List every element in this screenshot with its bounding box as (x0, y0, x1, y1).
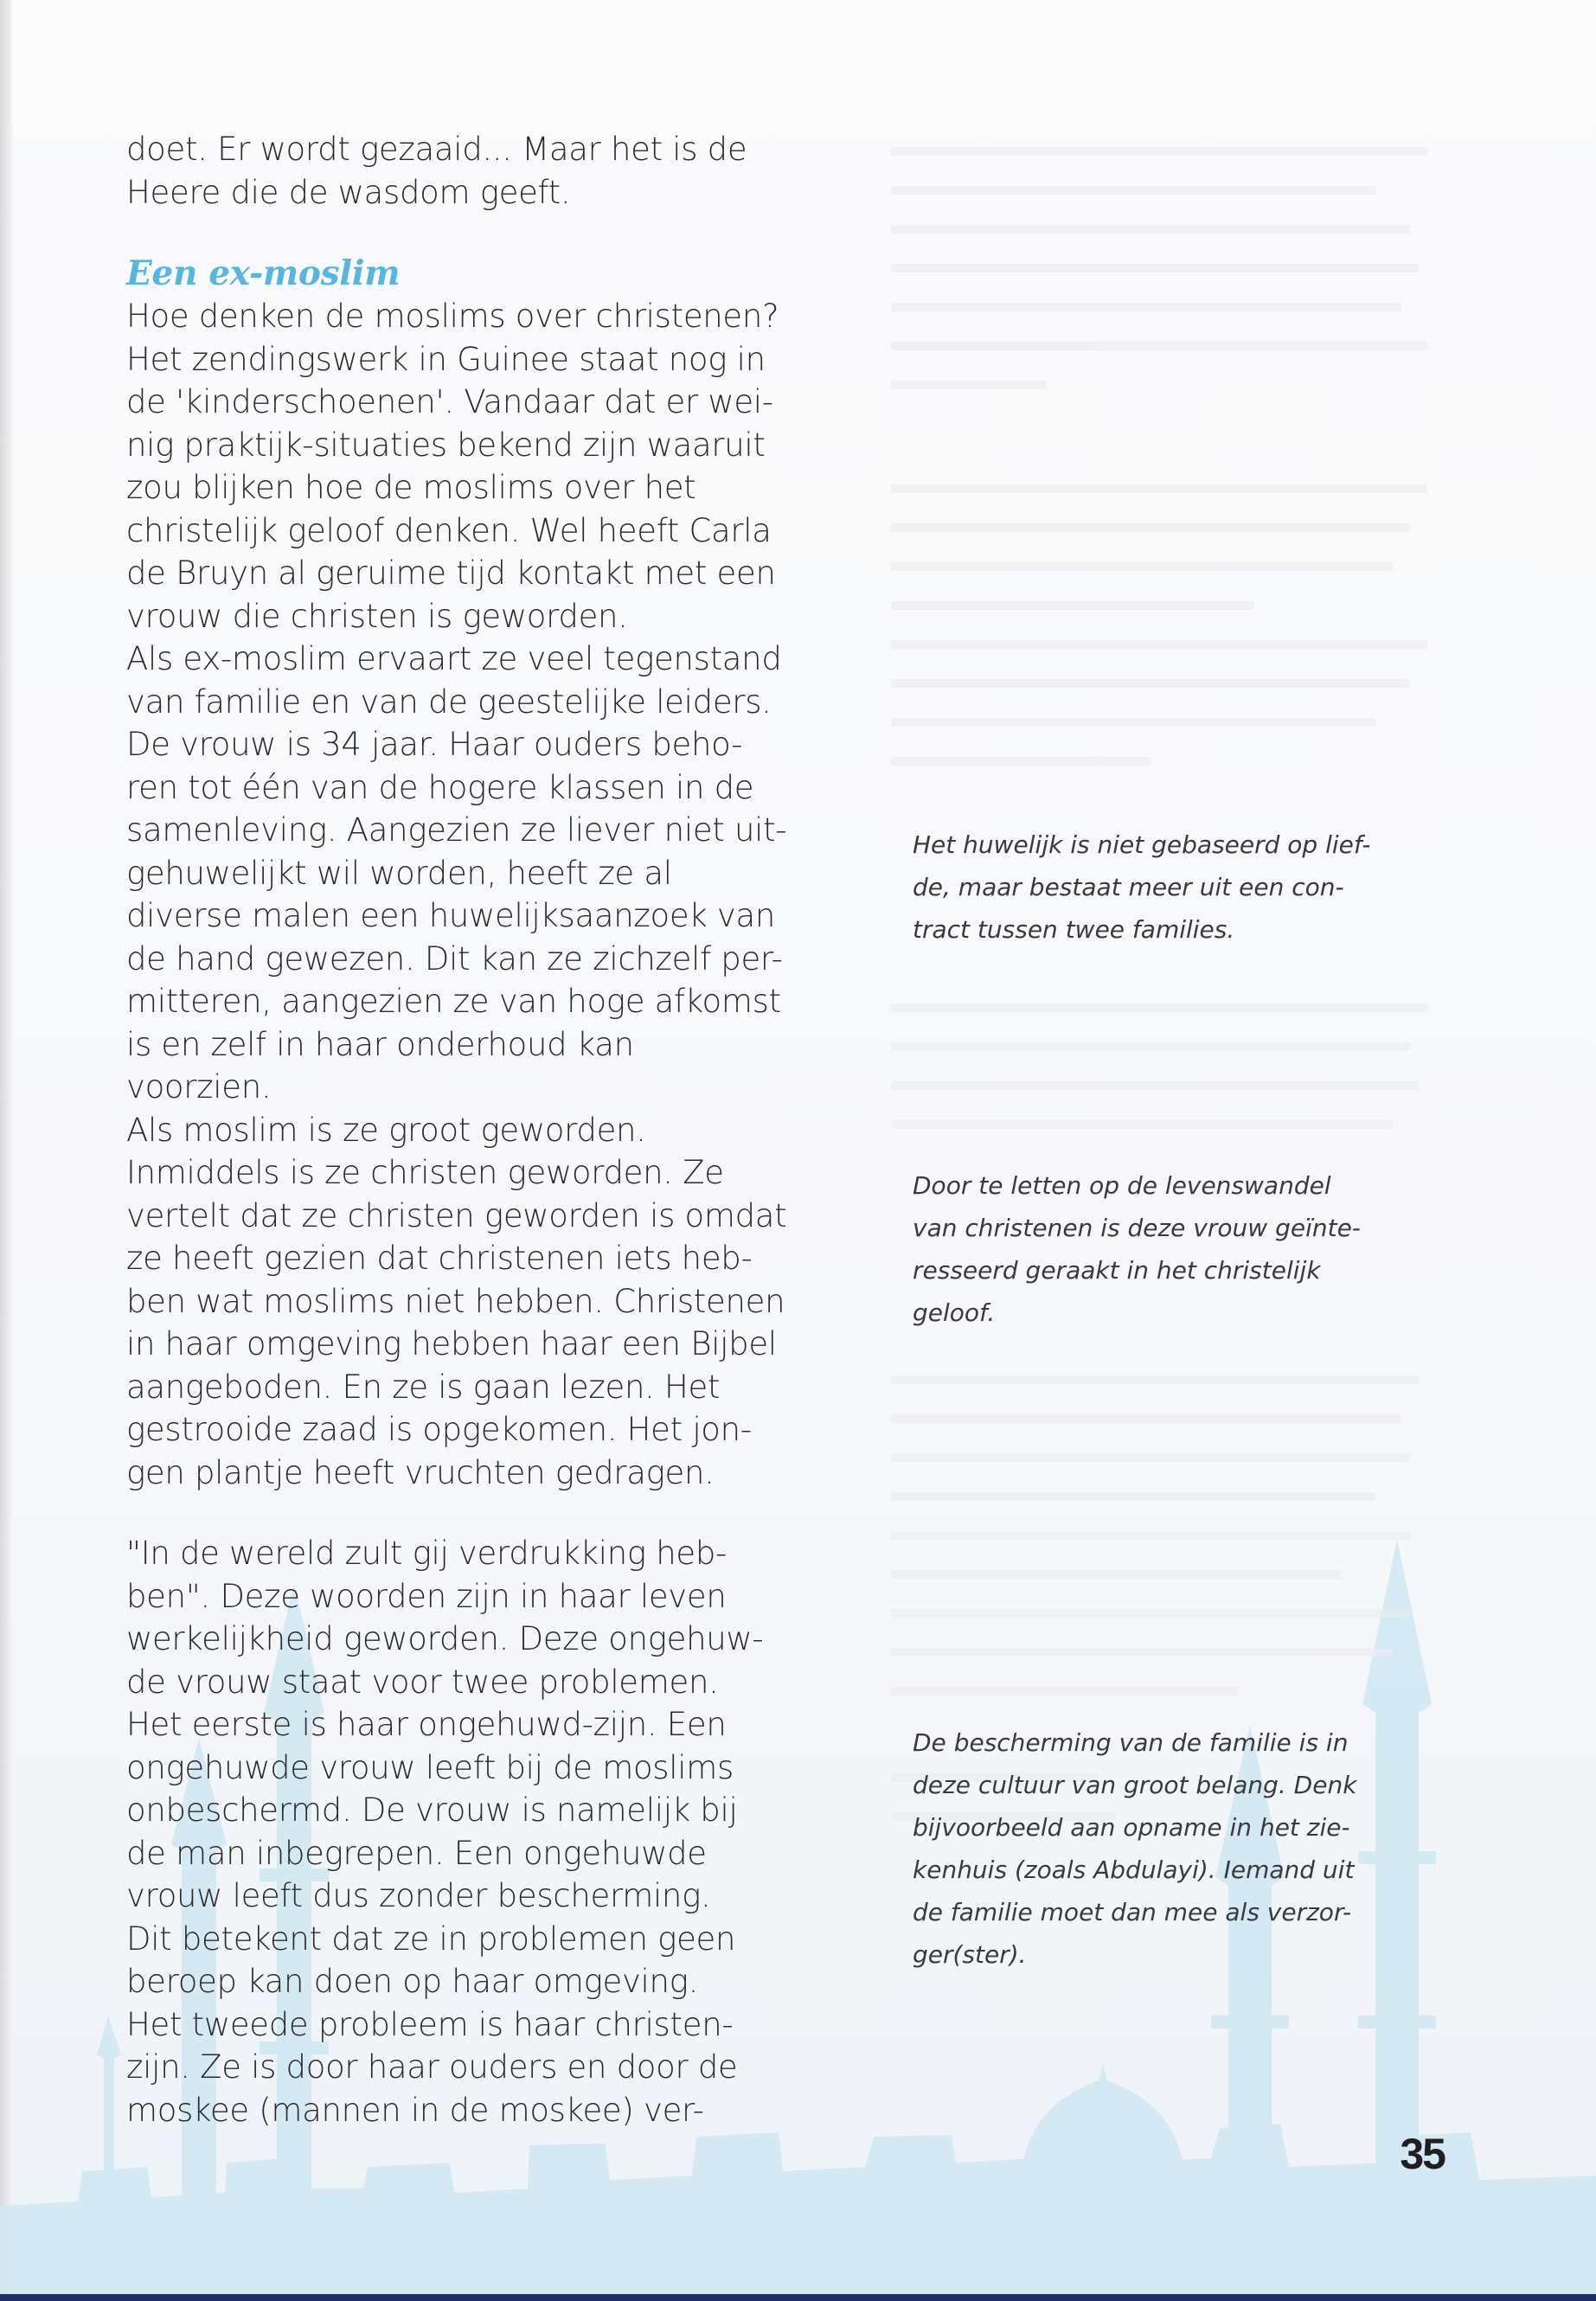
page-number: 35 (1400, 2130, 1445, 2178)
section-heading: Een ex-moslim (126, 253, 401, 293)
sidebar-caption-family-protection: De bescherming van de familie is in deze cultuur van groot belang. Denk bijvoorbeeld aan opname in het zie- kenhuis (zoals Abdulayi). Iemand uit de familie moet dan mee als verzor- ger(ster). (913, 1728, 1357, 1969)
page-bottom-edge (0, 2294, 1596, 2301)
sidebar-caption-marriage: Het huwelijk is niet gebaseerd op lief- de, maar bestaat meer uit een con- tract tussen twee families. (913, 830, 1371, 944)
sidebar-caption-conversion: Door te letten op de levenswandel van christenen is deze vrouw geïnte- resseerd geraakt in het christelijk geloof. (913, 1171, 1361, 1327)
body-paragraph-1: Hoe denken de moslims over christenen? Het zendingswerk in Guinee staat nog in de 'kinderschoenen'. Vandaar dat er wei- nig praktijk-situaties bekend zijn waaruit zou blijken hoe de moslims over het christelijk geloof denken. Wel heeft Carla de Bruyn al geruime tijd kontakt met een vrouw die christen is geworden. Als ex-moslim ervaart ze veel tegenstand van familie en van de geestelijke leiders. De vrouw is 34 jaar. Haar ouders beho- ren tot één van de hogere klassen in de samenleving. Aangezien ze liever niet uit- gehuwelijkt wil worden, heeft ze al diverse malen een huwelijksaanzoek van de hand gewezen. Dit kan ze zichzelf per- mitteren, aangezien ze van hoge afkomst is en zelf in haar onderhoud kan voorzien. Als moslim is ze groot geworden. Inmiddels is ze christen geworden. Ze vertelt dat ze christen geworden is omdat ze heeft gezien dat christenen iets heb- ben wat moslims niet hebben. Christenen in haar omgeving hebben haar een Bijbel aangeboden. En ze is gaan lezen. Het gestrooide zaad is opgekomen. Het jon- gen plantje heeft vruchten gedragen. (126, 298, 787, 1491)
intro-paragraph: doet. Er wordt gezaaid... Maar het is de Heere die de wasdom geeft. (126, 131, 747, 211)
body-paragraph-2: "In de wereld zult gij verdrukking heb- ben". Deze woorden zijn in haar leven werkelijkheid geworden. Deze ongehuw- de vrouw staat voor twee problemen. Het eerste is haar ongehuwd-zijn. Een ongehuwde vrouw leeft bij de moslims onbeschermd. De vrouw is namelijk bij de man inbegrepen. Een ongehuwde vrouw leeft dus zonder bescherming. Dit betekent dat ze in problemen geen beroep kan doen op haar omgeving. Het tweede probleem is haar christen- zijn. Ze is door haar ouders en door de moskee (mannen in de moskee) ver- (126, 1535, 764, 2129)
main-article-column (126, 128, 844, 2131)
